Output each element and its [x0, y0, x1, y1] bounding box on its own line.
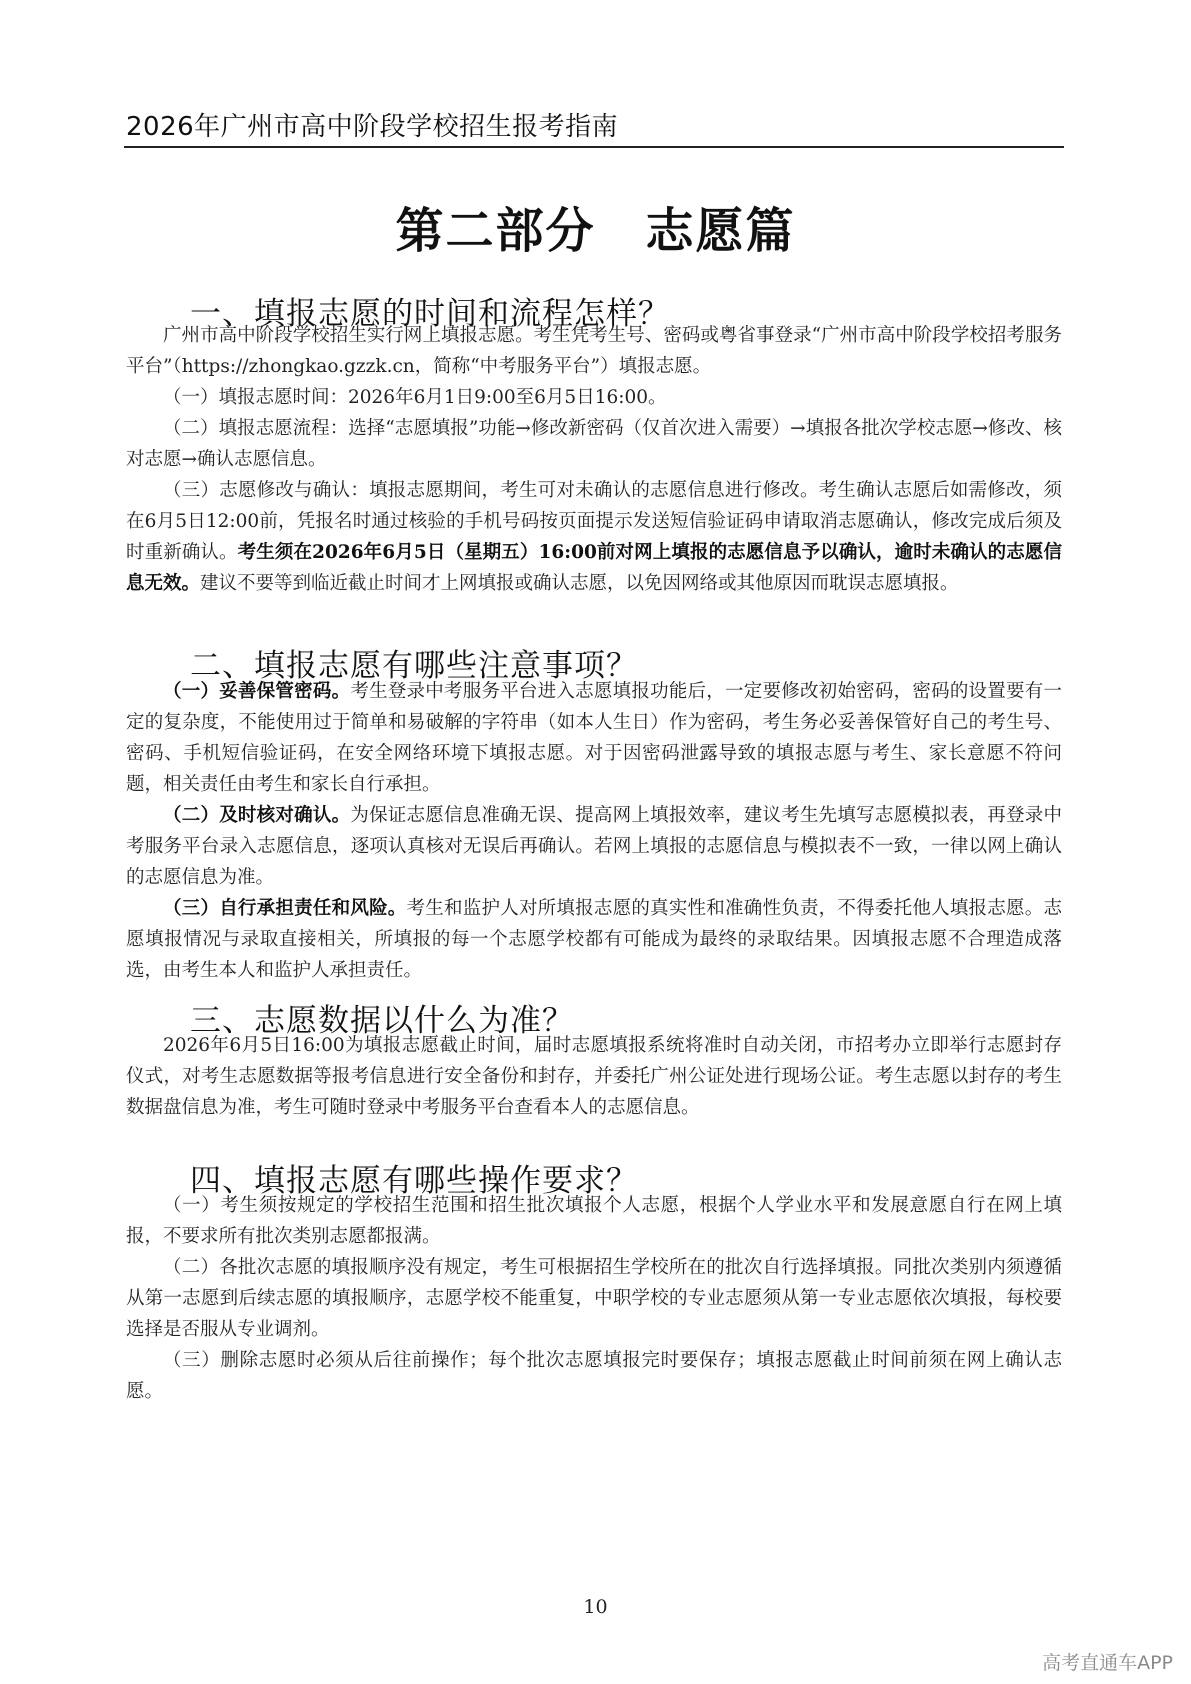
paragraph — [126, 893, 1062, 986]
paragraph-text: 考生和监护人对所填报志愿的真实性和准确性负责，不得委托他人填报志愿。志愿填报情况与录取直接相关，所填报的每一个志愿学校都有可能成为最终的录取结果。因填报志愿不合理造成落选，由考生本人和监护人承担责任。 — [126, 898, 1062, 981]
running-header: 2026年广州市高中阶段学校招生报考指南 — [126, 112, 619, 142]
header-rule — [124, 146, 1064, 148]
paragraph — [126, 800, 1062, 893]
paragraph: 2026年6月5日16:00为填报志愿截止时间，届时志愿填报系统将准时自动关闭，市招考办立即举行志愿封存仪式，对考生志愿数据等报考信息进行安全备份和封存，并委托广州公证处进行现场公证。考生志愿以封存的考生数据盘信息为准，考生可随时登录中考服务平台查看本人的志愿信息。 — [126, 1035, 1062, 1118]
paragraph: （二）各批次志愿的填报顺序没有规定，考生可根据招生学校所在的批次自行选择填报。同批次类别内须遵循从第一志愿到后续志愿的填报顺序，志愿学校不能重复，中职学校的专业志愿须从第一专业志愿依次填报，每校要选择是否服从专业调剂。 — [126, 1257, 1062, 1340]
paragraph-text: （三）志愿修改与确认：填报志愿期间，考生可对未确认的志愿信息进行修改。考生确认志愿后如需修改，须在6月5日12:00前，凭报名时通过核验的手机号码按页面提示发送短信验证码申请取消志愿确认，修改完成后须及时重新确认。 — [126, 480, 1062, 563]
paragraph: （三）删除志愿时必须从后往前操作；每个批次志愿填报完时要保存；填报志愿截止时间前须在网上确认志愿。 — [126, 1350, 1062, 1402]
paragraph: （一）考生须按规定的学校招生范围和招生批次填报个人志愿，根据个人学业水平和发展意愿自行在网上填报，不要求所有批次类别志愿都报满。 — [126, 1195, 1062, 1247]
paragraph: 广州市高中阶段学校招生实行网上填报志愿。考生凭考生号、密码或粤省事登录“广州市高中阶段学校招考服务平台”（https://zhongkao.gzzk.cn，简称“中考服务平台”）填报志愿。 — [126, 325, 1062, 377]
section-title-3: 三、志愿数据以什么为准？ — [190, 1003, 574, 1039]
paragraph — [126, 475, 1062, 599]
section-title-2: 二、填报志愿有哪些注意事项？ — [190, 648, 638, 684]
paragraph: （一）填报志愿时间：2026年6月1日9:00至6月5日16:00。 — [163, 387, 667, 408]
paragraph — [126, 676, 1062, 800]
watermark: 高考直通车APP — [1042, 1652, 1173, 1674]
paragraph-text: 考生登录中考服务平台进入志愿填报功能后，一定要修改初始密码，密码的设置要有一定的复杂度，不能使用过于简单和易破解的字符串（如本人生日）作为密码，考生务必妥善保管好自己的考生号、密码、手机短信验证码，在安全网络环境下填报志愿。对于因密码泄露导致的填报志愿与考生、家长意愿不符问题，相关责任由考生和家长自行承担。 — [126, 681, 1062, 795]
part-title: 第二部分 志愿篇 — [395, 203, 796, 259]
section-title-4: 四、填报志愿有哪些操作要求？ — [190, 1163, 638, 1199]
page-number: 10 — [583, 1596, 608, 1618]
paragraph-emphasis: （二）及时核对确认。 — [163, 805, 351, 826]
paragraph-text: 为保证志愿信息准确无误、提高网上填报效率，建议考生先填写志愿模拟表，再登录中考服务平台录入志愿信息，逐项认真核对无误后再确认。若网上填报的志愿信息与模拟表不一致，一律以网上确认的志愿信息为准。 — [126, 805, 1062, 888]
paragraph-emphasis: （一）妥善保管密码。 — [163, 681, 351, 702]
section-title-1: 一、填报志愿的时间和流程怎样？ — [190, 296, 670, 332]
paragraph-text: 建议不要等到临近截止时间才上网填报或确认志愿，以免因网络或其他原因而耽误志愿填报。 — [200, 573, 959, 594]
paragraph-emphasis: （三）自行承担责任和风险。 — [163, 898, 407, 919]
paragraph-emphasis: 考生须在2026年6月5日（星期五）16:00前对网上填报的志愿信息予以确认，逾时未确认的志愿信息无效。 — [126, 542, 1062, 594]
paragraph: （二）填报志愿流程：选择“志愿填报”功能→修改新密码（仅首次进入需要）→填报各批次学校志愿→修改、核对志愿→确认志愿信息。 — [126, 418, 1062, 470]
